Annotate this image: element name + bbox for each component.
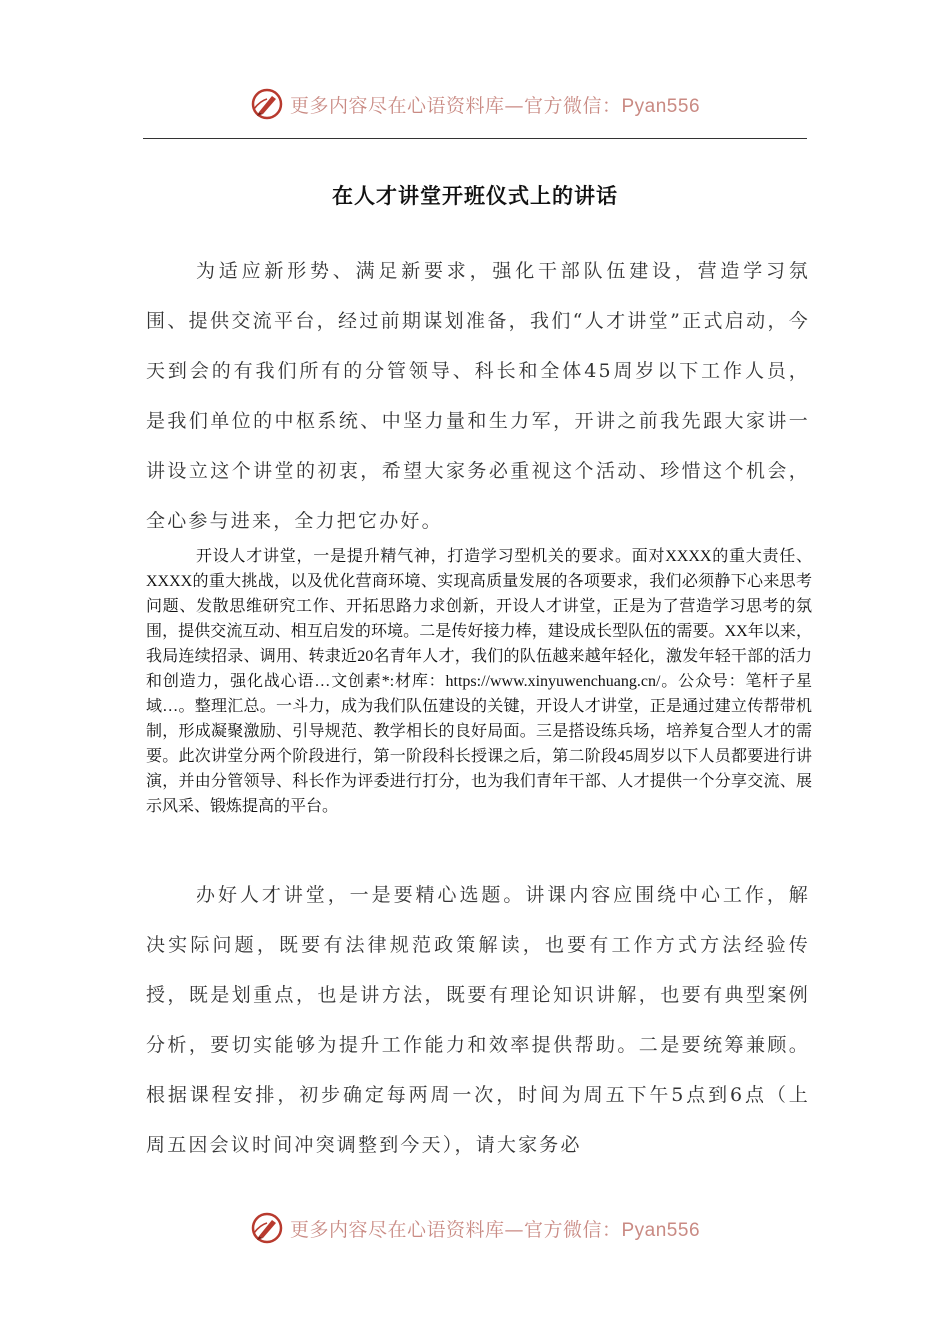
pen-logo-icon [250, 1211, 284, 1245]
paragraph-how-to-run: 办好人才讲堂，一是要精心选题。讲课内容应围绕中心工作，解决实际问题，既要有法律规范政策解读，也要有工作方式方法经验传授，既是划重点，也是讲方法，既要有理论知识讲解，也要有典型案例分析，要切实能够为提升工作能力和效率提供帮助。二是要统筹兼顾。根据课程安排，初步确定每两周一次，时间为周五下午5点到6点（上周五因会议时间冲突调整到今天），请大家务必 [146, 884, 810, 1156]
header-banner-text: 更多内容尽在心语资料库—官方微信：Pyan556 [289, 94, 701, 117]
pen-logo-icon [250, 87, 284, 121]
paragraph-intro: 为适应新形势、满足新要求，强化干部队伍建设，营造学习氛围、提供交流平台，经过前期谋划准备，我们“人才讲堂”正式启动，今天到会的有我们所有的分管领导、科长和全体45周岁以下工作人员，是我们单位的中枢系统、中坚力量和生力军，开讲之前我先跟大家讲一讲设立这个讲堂的初衷，希望大家务必重视这个活动、珍惜这个机会，全心参与进来，全力把它办好。 [146, 260, 810, 532]
header-divider [143, 138, 807, 139]
paragraph-purpose: 开设人才讲堂，一是提升精气神，打造学习型机关的要求。面对XXXX的重大责任、XXXX的重大挑战，以及优化营商环境、实现高质量发展的各项要求，我们必须静下心来思考问题、发散思维研究工作、开拓思路力求创新，开设人才讲堂，正是为了营造学习思考的氛围，提供交流互动、相互启发的环境。二是传好接力棒，建设成长型队伍的需要。XX年以来，我局连续招录、调用、转隶近20名青年人才，我们的队伍越来越年轻化，激发年轻干部的活力和创造力，强化战心语…文创素*:材库：https://www.xinyuwenchuang.cn/。公众号：笔杆子星域…。整理汇总。一斗力，成为我们队伍建设的关键，开设人才讲堂，正是通过建立传帮带机制，形成凝聚激励、引导规范、教学相长的良好局面。三是搭设练兵场，培养复合型人才的需要。此次讲堂分两个阶段进行，第一阶段科长授课之后，第二阶段45周岁以下人员都要进行讲演，并由分管领导、科长作为评委进行打分，也为我们青年干部、人才提供一个分享交流、展示风采、锻炼提高的平台。 [146, 548, 812, 815]
footer-banner-text: 更多内容尽在心语资料库—官方微信：Pyan556 [289, 1218, 701, 1241]
document-title: 在人才讲堂开班仪式上的讲话 [332, 184, 618, 208]
footer-banner [0, 1206, 950, 1250]
footer-wechat-id: Pyan556 [621, 1219, 701, 1241]
header-wechat-id: Pyan556 [621, 95, 701, 117]
header-banner [0, 82, 950, 126]
